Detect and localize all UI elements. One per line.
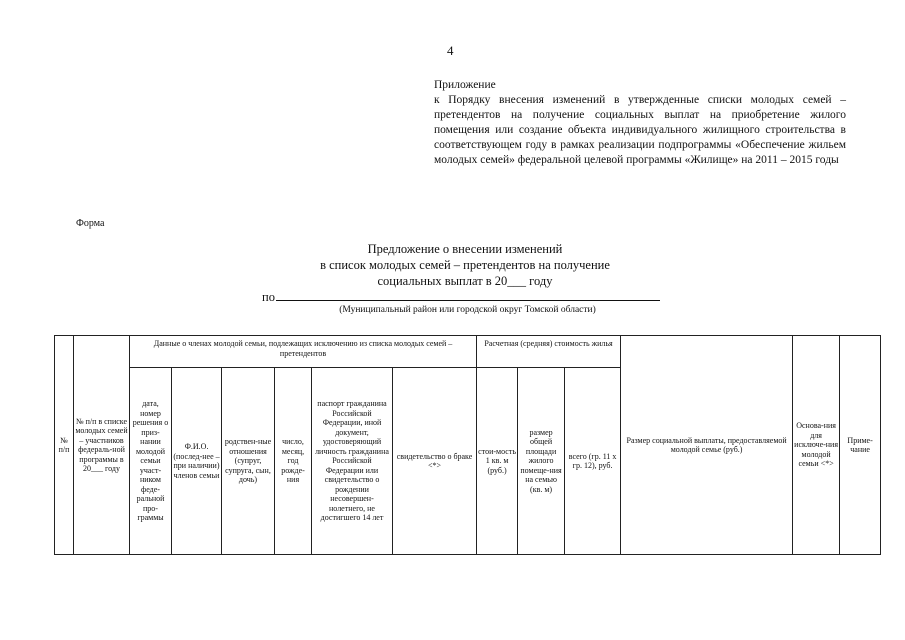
group-members-header: Данные о членах молодой семьи, подлежащих исключению из списка молодых семей – претендентов xyxy=(130,336,477,368)
col-cost-m-header: стои-мость 1 кв. м (руб.) xyxy=(477,368,518,555)
document-title xyxy=(235,241,695,289)
col-relation-header: родствен-ные отношения (супруг, супруга, сын, дочь) xyxy=(222,368,275,555)
title-line-2: в список молодых семей – претендентов на получение xyxy=(320,258,610,272)
col-list-num-header: № п/п в списке молодых семей – участников федераль-ной программы в 20___ году xyxy=(74,336,130,555)
col-passport-header: паспорт гражданина Российской Федерации, иной документ, удостоверяющий личность гражданина Российской Федерации или свидетельство о рождении несовершен-нолетнего, не достигшего 14 лет xyxy=(312,368,393,555)
col-num-header: № п/п xyxy=(55,336,74,555)
municipality-fill-line xyxy=(276,300,660,301)
col-fio-header: Ф.И.О. (послед-нее – при наличии) членов семьи xyxy=(172,368,222,555)
appendix-block xyxy=(434,78,846,168)
changes-table xyxy=(54,335,881,555)
appendix-text: к Порядку внесения изменений в утвержденные списки молодых семей – претендентов на получение социальных выплат на приобретение жилого помещения или создание объекта индивидуального жилищного строительства в соответствующем году в рамках реализации подпрограммы «Обеспечение жильем молодых семей» федеральной целевой программы «Жилище» на 2011 – 2015 годы xyxy=(434,94,846,166)
page-number: 4 xyxy=(447,43,454,58)
municipality-caption: (Муниципальный район или городской округ Томской области) xyxy=(339,305,596,315)
col-decision-header: дата, номер решения о приз-нании молодой семьи участ-ником феде-ральной про-граммы xyxy=(130,368,172,555)
col-payment-header: Размер социальной выплаты, предоставляемой молодой семье (руб.) xyxy=(621,336,793,555)
col-birth-header: число, месяц, год рожде-ния xyxy=(275,368,312,555)
col-note-header: Приме-чание xyxy=(840,336,881,555)
title-line-1: Предложение о внесении изменений xyxy=(367,242,563,256)
form-label: Форма xyxy=(76,218,105,229)
col-marriage-header: свидетельство о браке <*> xyxy=(393,368,477,555)
title-line-3: социальных выплат в 20___ году xyxy=(377,274,553,288)
col-total-header: всего (гр. 11 x гр. 12), руб. xyxy=(565,368,621,555)
appendix-title: Приложение xyxy=(434,79,496,91)
po-label: по xyxy=(262,290,275,304)
group-cost-header: Расчетная (средняя) стоимость жилья xyxy=(477,336,621,368)
col-area-header: размер общей площади жилого помеще-ния на семью (кв. м) xyxy=(518,368,565,555)
col-reason-header: Основа-ния для исключе-ния молодой семьи <*> xyxy=(793,336,840,555)
